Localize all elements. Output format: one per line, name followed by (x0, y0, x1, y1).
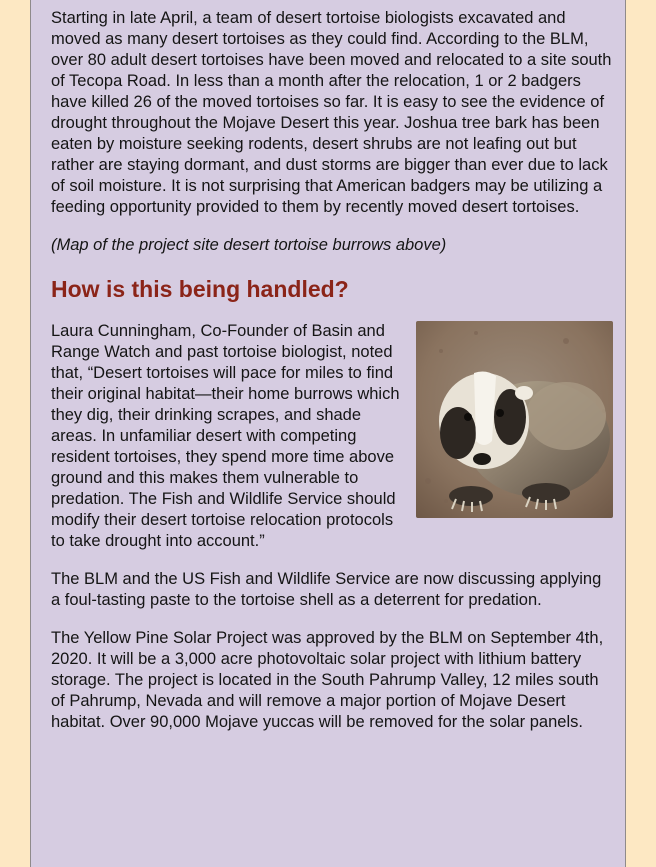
section-heading: How is this being handled? (51, 276, 349, 302)
quote-paragraph: Laura Cunningham, Co-Founder of Basin and Range Watch and past tortoise biologist, noted that, “Desert tortoises will pace for miles to find their original habitat—their home burrows which they dig, their drinking scrapes, and shade areas. In unfamiliar desert with competing resident tortoises, they spend more time above ground and this makes them vulnerable to predation. The Fish and Wildlife Service should modify their desert tortoise relocation protocols to take drought into account.” (51, 322, 400, 550)
badger-photo (416, 321, 613, 518)
paragraph-relocation: Starting in late April, a team of desert tortoise biologists excavated and moved as many desert tortoises as they could find. According to the BLM, over 80 adult desert tortoises have been moved and relocated to a site south of Tecopa Road. In less than a month after the relocation, 1 or 2 badgers have killed 26 of the moved tortoises so far. It is easy to see the evidence of drought throughout the Mojave Desert this year. Joshua tree bark has been eaten by moisture seeking rodents, desert shrubs are not leafing out but rather are staying dormant, and dust storms are bigger than ever due to lack of soil moisture. It is not surprising that American badgers may be utilizing a feeding opportunity provided to them by recently moved desert tortoises. (51, 9, 612, 216)
map-caption: (Map of the project site desert tortoise burrows above) (51, 236, 447, 254)
badger-image (416, 321, 613, 518)
article-content (51, 8, 613, 733)
paragraph-solar-project: The Yellow Pine Solar Project was approved by the BLM on September 4th, 2020. It will be a 3,000 acre photovoltaic solar project with lithium battery storage. The project is located in the South Pahrump Valley, 12 miles south of Pahrump, Nevada and will remove a major portion of Mojave Desert habitat. Over 90,000 Mojave yuccas will be removed for the solar panels. (51, 629, 604, 731)
paragraph-deterrent: The BLM and the US Fish and Wildlife Service are now discussing applying a foul-tasting paste to the tortoise shell as a deterrent for predation. (51, 570, 602, 609)
article-panel (30, 0, 626, 867)
